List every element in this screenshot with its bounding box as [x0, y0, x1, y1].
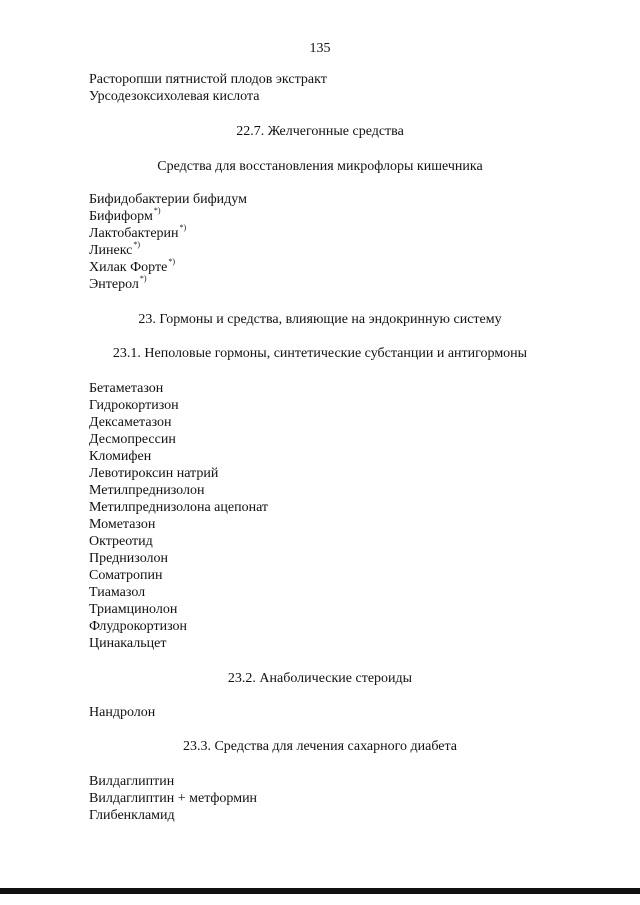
list-item: Вилдаглиптин + метформин: [89, 791, 258, 806]
bottom-rule: [0, 888, 640, 894]
list-item: Гидрокортизон: [89, 398, 179, 413]
section-heading: 22.7. Желчегонные средства: [236, 124, 404, 139]
list-item: Десмопрессин: [89, 432, 176, 447]
list-item: Кломифен: [89, 449, 152, 464]
list-item: Расторопши пятнистой плодов экстракт: [89, 72, 327, 87]
footnote-mark: *): [139, 274, 147, 283]
footnote-mark: *): [153, 206, 161, 215]
list-item: Лактобактерин*): [89, 223, 187, 241]
list-item: Урсодезоксихолевая кислота: [89, 89, 260, 104]
section-heading: 23.1. Неполовые гормоны, синтетические субстанции и антигормоны: [112, 346, 528, 361]
section-heading: 23.3. Средства для лечения сахарного диабета: [182, 739, 458, 754]
list-item: Метилпреднизолон: [89, 483, 205, 498]
list-item: Метилпреднизолона ацепонат: [89, 500, 269, 515]
list-item: Тиамазол: [89, 585, 146, 600]
list-item: Мометазон: [89, 517, 156, 532]
list-item: Бифиформ*): [89, 206, 161, 224]
list-item: Флудрокортизон: [89, 619, 188, 634]
list-item: Триамцинолон: [89, 602, 178, 617]
section-heading: 23.2. Анаболические стероиды: [227, 671, 413, 686]
section-subheading: Средства для восстановления микрофлоры кишечника: [157, 159, 483, 174]
list-item: Октреотид: [89, 534, 153, 549]
list-item: Дексаметазон: [89, 415, 172, 430]
list-item: Преднизолон: [89, 551, 168, 566]
list-item: Хилак Форте*): [89, 257, 175, 275]
list-item: Нандролон: [89, 705, 156, 720]
list-item: Левотироксин натрий: [89, 466, 219, 481]
list-item: Цинакальцет: [89, 636, 167, 651]
list-item: Глибенкламид: [89, 808, 175, 823]
list-item: Вилдаглиптин: [89, 774, 175, 789]
list-item: Бифидобактерии бифидум: [89, 192, 247, 207]
list-item: Бетаметазон: [89, 381, 164, 396]
page-number: 135: [309, 41, 331, 56]
list-item: Соматропин: [89, 568, 163, 583]
footnote-mark: *): [133, 240, 141, 249]
list-item: Энтерол*): [89, 274, 147, 292]
section-heading: 23. Гормоны и средства, влияющие на эндокринную систему: [138, 312, 502, 327]
list-item: Линекс*): [89, 240, 141, 258]
footnote-mark: *): [179, 223, 187, 232]
footnote-mark: *): [168, 257, 175, 266]
